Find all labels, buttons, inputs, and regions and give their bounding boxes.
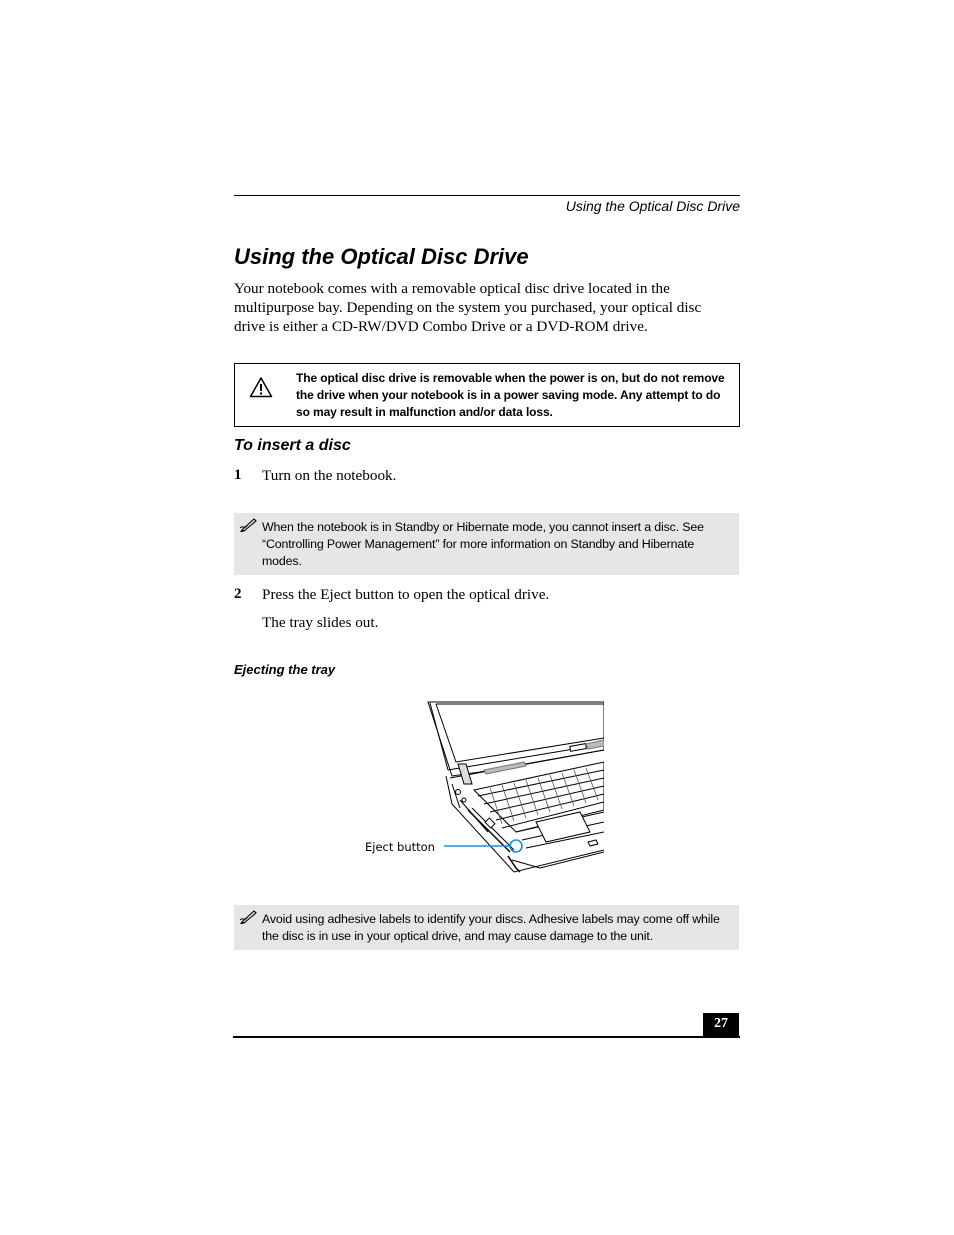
procedure-title: To insert a disc	[234, 437, 351, 454]
warning-line: the drive when your notebook is in a power saving mode. Any attempt to do	[296, 388, 721, 402]
intro-line: Your notebook comes with a removable optical disc drive located in the	[234, 280, 670, 297]
warning-text	[296, 370, 736, 421]
footer-rule	[233, 1036, 740, 1038]
note-line: modes.	[262, 554, 302, 568]
figure-caption: Ejecting the tray	[234, 662, 336, 677]
note-line: Avoid using adhesive labels to identify your discs. Adhesive labels may come off while	[262, 912, 720, 926]
warning-line: so may result in malfunction and/or data loss.	[296, 405, 553, 419]
note-text	[262, 519, 734, 570]
pencil-note-icon	[239, 908, 259, 924]
laptop-drawing	[360, 700, 606, 874]
note-line: “Controlling Power Management” for more information on Standby and Hibernate	[262, 537, 695, 551]
pencil-note-icon	[239, 516, 259, 532]
note-line: the disc is in use in your optical drive, and may cause damage to the unit.	[262, 929, 653, 943]
intro-line: drive is either a CD-RW/DVD Combo Drive or a DVD-ROM drive.	[234, 318, 648, 335]
note-box	[234, 513, 739, 575]
warning-line: The optical disc drive is removable when the power is on, but do not remove	[296, 371, 725, 385]
note-box	[234, 905, 739, 950]
step-number: 2	[234, 586, 242, 602]
step-result: The tray slides out.	[262, 614, 379, 631]
callout-label: Eject button	[365, 840, 435, 854]
laptop-illustration	[360, 700, 606, 874]
warning-triangle-icon	[249, 376, 273, 398]
step-text: Press the Eject button to open the optical drive.	[262, 586, 550, 603]
page-title: Using the Optical Disc Drive	[234, 244, 529, 269]
note-line: When the notebook is in Standby or Hibernate mode, you cannot insert a disc. See	[262, 520, 704, 534]
step-number: 1	[234, 467, 242, 483]
warning-box	[234, 363, 740, 427]
intro-paragraph	[234, 279, 734, 336]
running-head: Using the Optical Disc Drive	[565, 198, 740, 214]
step-text: Turn on the notebook.	[262, 467, 397, 484]
intro-line: multipurpose bay. Depending on the system you purchased, your optical disc	[234, 299, 702, 316]
note-text	[262, 911, 734, 945]
eject-button-marker	[510, 840, 522, 852]
page-number: 27	[703, 1013, 739, 1036]
header-rule	[234, 195, 740, 196]
